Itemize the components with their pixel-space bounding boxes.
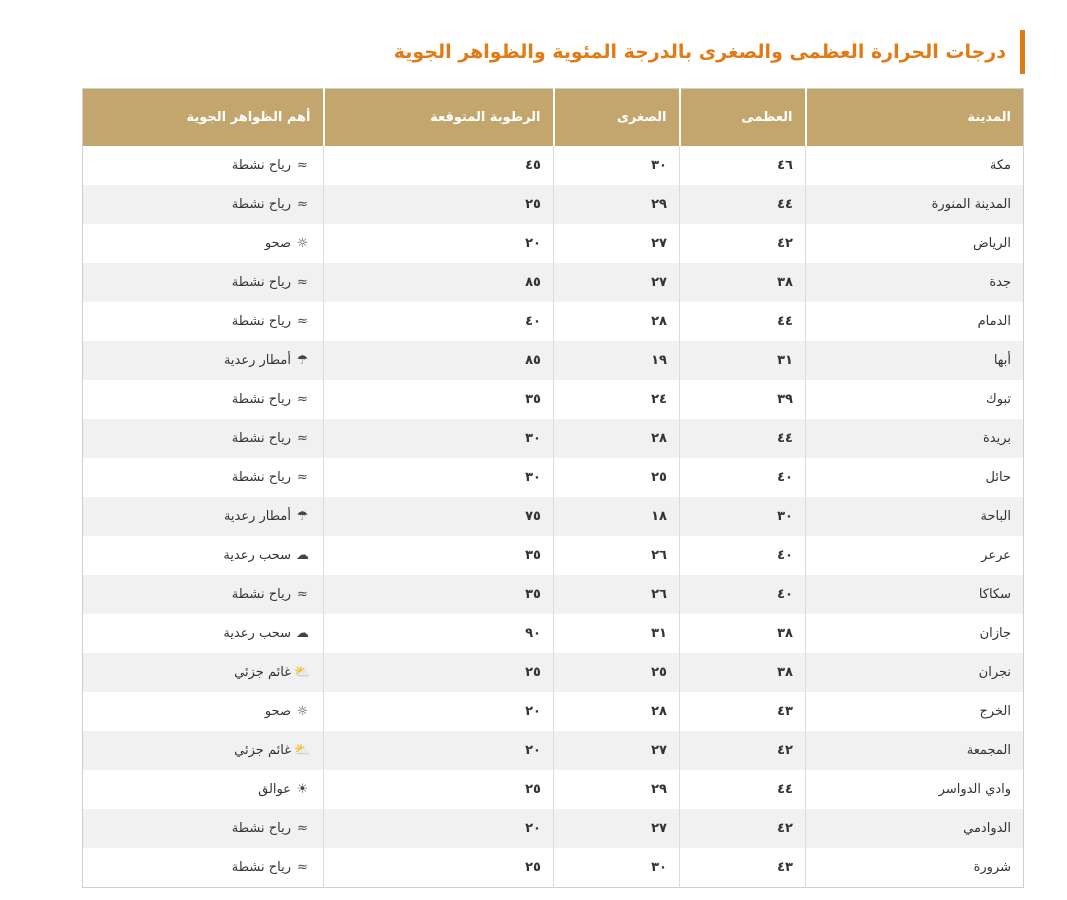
min-temp-cell: ٢٨ — [554, 419, 680, 458]
humidity-cell: ٢٠ — [324, 731, 554, 770]
condition-cell — [83, 458, 324, 497]
condition — [232, 314, 311, 329]
table-row — [83, 341, 1024, 380]
condition-cell — [83, 341, 324, 380]
humidity-cell: ٣٠ — [324, 458, 554, 497]
condition-cell — [83, 419, 324, 458]
min-temp-cell: ٢٧ — [554, 731, 680, 770]
humidity-cell: ٢٥ — [324, 185, 554, 224]
condition — [232, 158, 311, 173]
max-temp-cell: ٣٨ — [680, 614, 806, 653]
wind-icon: ≈ — [297, 392, 308, 407]
condition — [265, 704, 311, 719]
city-cell: المجمعة — [806, 731, 1024, 770]
condition-label: صحو — [264, 236, 291, 251]
table-row — [83, 614, 1024, 653]
condition-label: أمطار رعدية — [223, 353, 291, 368]
condition-label: رياح نشطة — [231, 470, 291, 485]
min-temp-cell: ٢٩ — [554, 185, 680, 224]
min-temp-cell: ٣٠ — [554, 146, 680, 185]
condition-label: رياح نشطة — [231, 158, 291, 173]
condition-cell — [83, 614, 324, 653]
condition-label: صحو — [264, 704, 291, 719]
max-temp-cell: ٤٤ — [680, 770, 806, 809]
city-cell: الباحة — [806, 497, 1024, 536]
city-cell: تبوك — [806, 380, 1024, 419]
condition-label: عوالق — [258, 782, 291, 797]
table-row — [83, 809, 1024, 848]
min-temp-cell: ٢٨ — [554, 302, 680, 341]
table-row — [83, 458, 1024, 497]
city-cell: الدمام — [806, 302, 1024, 341]
min-temp-cell: ٣١ — [554, 614, 680, 653]
min-temp-cell: ١٨ — [554, 497, 680, 536]
condition-label: غائم جزئي — [234, 743, 291, 758]
humidity-cell: ٨٥ — [324, 263, 554, 302]
condition-cell — [83, 302, 324, 341]
condition — [232, 860, 311, 875]
condition — [223, 548, 311, 563]
wind-icon: ≈ — [297, 431, 308, 446]
header-max: العظمى — [680, 89, 806, 147]
humidity-cell: ٣٥ — [324, 380, 554, 419]
condition-cell — [83, 185, 324, 224]
min-temp-cell: ٢٦ — [554, 575, 680, 614]
min-temp-cell: ٢٧ — [554, 263, 680, 302]
condition-cell — [83, 809, 324, 848]
wind-icon: ≈ — [297, 275, 308, 290]
condition-label: رياح نشطة — [231, 314, 291, 329]
city-cell: جازان — [806, 614, 1024, 653]
condition-label: رياح نشطة — [231, 821, 291, 836]
condition — [258, 782, 311, 797]
title-block — [394, 30, 1025, 74]
humidity-cell: ٩٠ — [324, 614, 554, 653]
condition-cell — [83, 224, 324, 263]
city-cell: وادي الدواسر — [806, 770, 1024, 809]
wind-icon: ≈ — [297, 587, 308, 602]
table-row — [83, 653, 1024, 692]
condition-cell — [83, 575, 324, 614]
partly-cloudy-icon: ⛅ — [294, 665, 311, 680]
wind-icon: ≈ — [297, 314, 308, 329]
min-temp-cell: ٢٩ — [554, 770, 680, 809]
table-row — [83, 380, 1024, 419]
humidity-cell: ٤٠ — [324, 302, 554, 341]
min-temp-cell: ٢٦ — [554, 536, 680, 575]
table-row — [83, 692, 1024, 731]
condition-label: رياح نشطة — [231, 197, 291, 212]
header-city: المدينة — [806, 89, 1024, 147]
condition — [234, 743, 311, 758]
table-row — [83, 770, 1024, 809]
partly-cloudy-icon: ⛅ — [294, 743, 311, 758]
condition-label: سحب رعدية — [223, 548, 291, 563]
humidity-cell: ٣٠ — [324, 419, 554, 458]
table-row — [83, 848, 1024, 888]
city-cell: سكاكا — [806, 575, 1024, 614]
wind-icon: ≈ — [297, 470, 308, 485]
wind-icon: ≈ — [297, 197, 308, 212]
humidity-cell: ٧٥ — [324, 497, 554, 536]
thunder-cloud-icon: ☁ — [296, 626, 309, 641]
max-temp-cell: ٤٠ — [680, 458, 806, 497]
table-row — [83, 575, 1024, 614]
humidity-cell: ٢٥ — [324, 770, 554, 809]
max-temp-cell: ٤٤ — [680, 302, 806, 341]
min-temp-cell: ٢٧ — [554, 224, 680, 263]
max-temp-cell: ٤٦ — [680, 146, 806, 185]
humidity-cell: ٨٥ — [324, 341, 554, 380]
city-cell: الرياض — [806, 224, 1024, 263]
condition-label: سحب رعدية — [223, 626, 291, 641]
condition-label: غائم جزئي — [234, 665, 291, 680]
city-cell: أبها — [806, 341, 1024, 380]
condition-cell — [83, 692, 324, 731]
header-humidity: الرطوبة المتوقعة — [324, 89, 554, 147]
max-temp-cell: ٤٠ — [680, 536, 806, 575]
page-title: درجات الحرارة العظمى والصغرى بالدرجة المئوية والظواهر الجوية — [393, 41, 1006, 63]
city-cell: الدوادمي — [806, 809, 1024, 848]
condition-cell — [83, 497, 324, 536]
sun-icon: ☼ — [296, 704, 309, 719]
table-row — [83, 536, 1024, 575]
min-temp-cell: ٢٥ — [554, 653, 680, 692]
max-temp-cell: ٤٣ — [680, 692, 806, 731]
header-condition: أهم الظواهر الجوية — [83, 89, 324, 147]
condition — [223, 626, 311, 641]
condition-cell — [83, 536, 324, 575]
condition-label: رياح نشطة — [231, 587, 291, 602]
max-temp-cell: ٤٢ — [680, 731, 806, 770]
condition — [232, 197, 311, 212]
thunderstorm-rain-icon: ☂ — [296, 353, 309, 368]
weather-table — [82, 88, 1024, 888]
city-cell: بريدة — [806, 419, 1024, 458]
condition-label: أمطار رعدية — [223, 509, 291, 524]
condition-cell — [83, 380, 324, 419]
max-temp-cell: ٤٢ — [680, 224, 806, 263]
table-row — [83, 497, 1024, 536]
min-temp-cell: ٣٠ — [554, 848, 680, 888]
table-row — [83, 419, 1024, 458]
city-cell: المدينة المنورة — [806, 185, 1024, 224]
humidity-cell: ٣٥ — [324, 575, 554, 614]
condition-cell — [83, 263, 324, 302]
table-row — [83, 731, 1024, 770]
condition — [265, 236, 311, 251]
max-temp-cell: ٣٩ — [680, 380, 806, 419]
wind-icon: ≈ — [297, 158, 308, 173]
thunderstorm-rain-icon: ☂ — [296, 509, 309, 524]
condition — [224, 353, 311, 368]
max-temp-cell: ٣٨ — [680, 263, 806, 302]
condition-cell — [83, 731, 324, 770]
condition — [234, 665, 311, 680]
min-temp-cell: ٢٤ — [554, 380, 680, 419]
humidity-cell: ٤٥ — [324, 146, 554, 185]
condition-cell — [83, 146, 324, 185]
wind-icon: ≈ — [297, 821, 308, 836]
condition — [232, 821, 311, 836]
condition-cell — [83, 770, 324, 809]
max-temp-cell: ٤٠ — [680, 575, 806, 614]
condition-cell — [83, 653, 324, 692]
max-temp-cell: ٤٢ — [680, 809, 806, 848]
max-temp-cell: ٣٠ — [680, 497, 806, 536]
thunder-cloud-icon: ☁ — [296, 548, 309, 563]
min-temp-cell: ١٩ — [554, 341, 680, 380]
humidity-cell: ٣٥ — [324, 536, 554, 575]
table-header-row — [83, 89, 1024, 147]
condition — [232, 470, 311, 485]
city-cell: جدة — [806, 263, 1024, 302]
table-row — [83, 146, 1024, 185]
city-cell: عرعر — [806, 536, 1024, 575]
sun-icon: ☼ — [296, 236, 309, 251]
city-cell: مكة — [806, 146, 1024, 185]
condition — [224, 509, 311, 524]
table-row — [83, 263, 1024, 302]
table-row — [83, 185, 1024, 224]
condition-label: رياح نشطة — [231, 431, 291, 446]
condition-label: رياح نشطة — [231, 860, 291, 875]
table-row — [83, 302, 1024, 341]
min-temp-cell: ٢٧ — [554, 809, 680, 848]
condition — [232, 431, 311, 446]
max-temp-cell: ٣١ — [680, 341, 806, 380]
humidity-cell: ٢٠ — [324, 692, 554, 731]
max-temp-cell: ٤٣ — [680, 848, 806, 888]
condition — [232, 587, 311, 602]
dust-haze-icon: ☀ — [296, 782, 309, 797]
condition — [232, 275, 311, 290]
humidity-cell: ٢٥ — [324, 653, 554, 692]
city-cell: شرورة — [806, 848, 1024, 888]
humidity-cell: ٢٠ — [324, 809, 554, 848]
city-cell: حائل — [806, 458, 1024, 497]
max-temp-cell: ٣٨ — [680, 653, 806, 692]
city-cell: نجران — [806, 653, 1024, 692]
condition-cell — [83, 848, 324, 888]
condition-label: رياح نشطة — [231, 275, 291, 290]
min-temp-cell: ٢٨ — [554, 692, 680, 731]
header-min: الصغرى — [554, 89, 680, 147]
city-cell: الخرج — [806, 692, 1024, 731]
humidity-cell: ٢٥ — [324, 848, 554, 888]
condition — [232, 392, 311, 407]
max-temp-cell: ٤٤ — [680, 419, 806, 458]
wind-icon: ≈ — [297, 860, 308, 875]
table-body — [83, 146, 1024, 888]
table-row — [83, 224, 1024, 263]
humidity-cell: ٢٠ — [324, 224, 554, 263]
condition-label: رياح نشطة — [231, 392, 291, 407]
min-temp-cell: ٢٥ — [554, 458, 680, 497]
max-temp-cell: ٤٤ — [680, 185, 806, 224]
